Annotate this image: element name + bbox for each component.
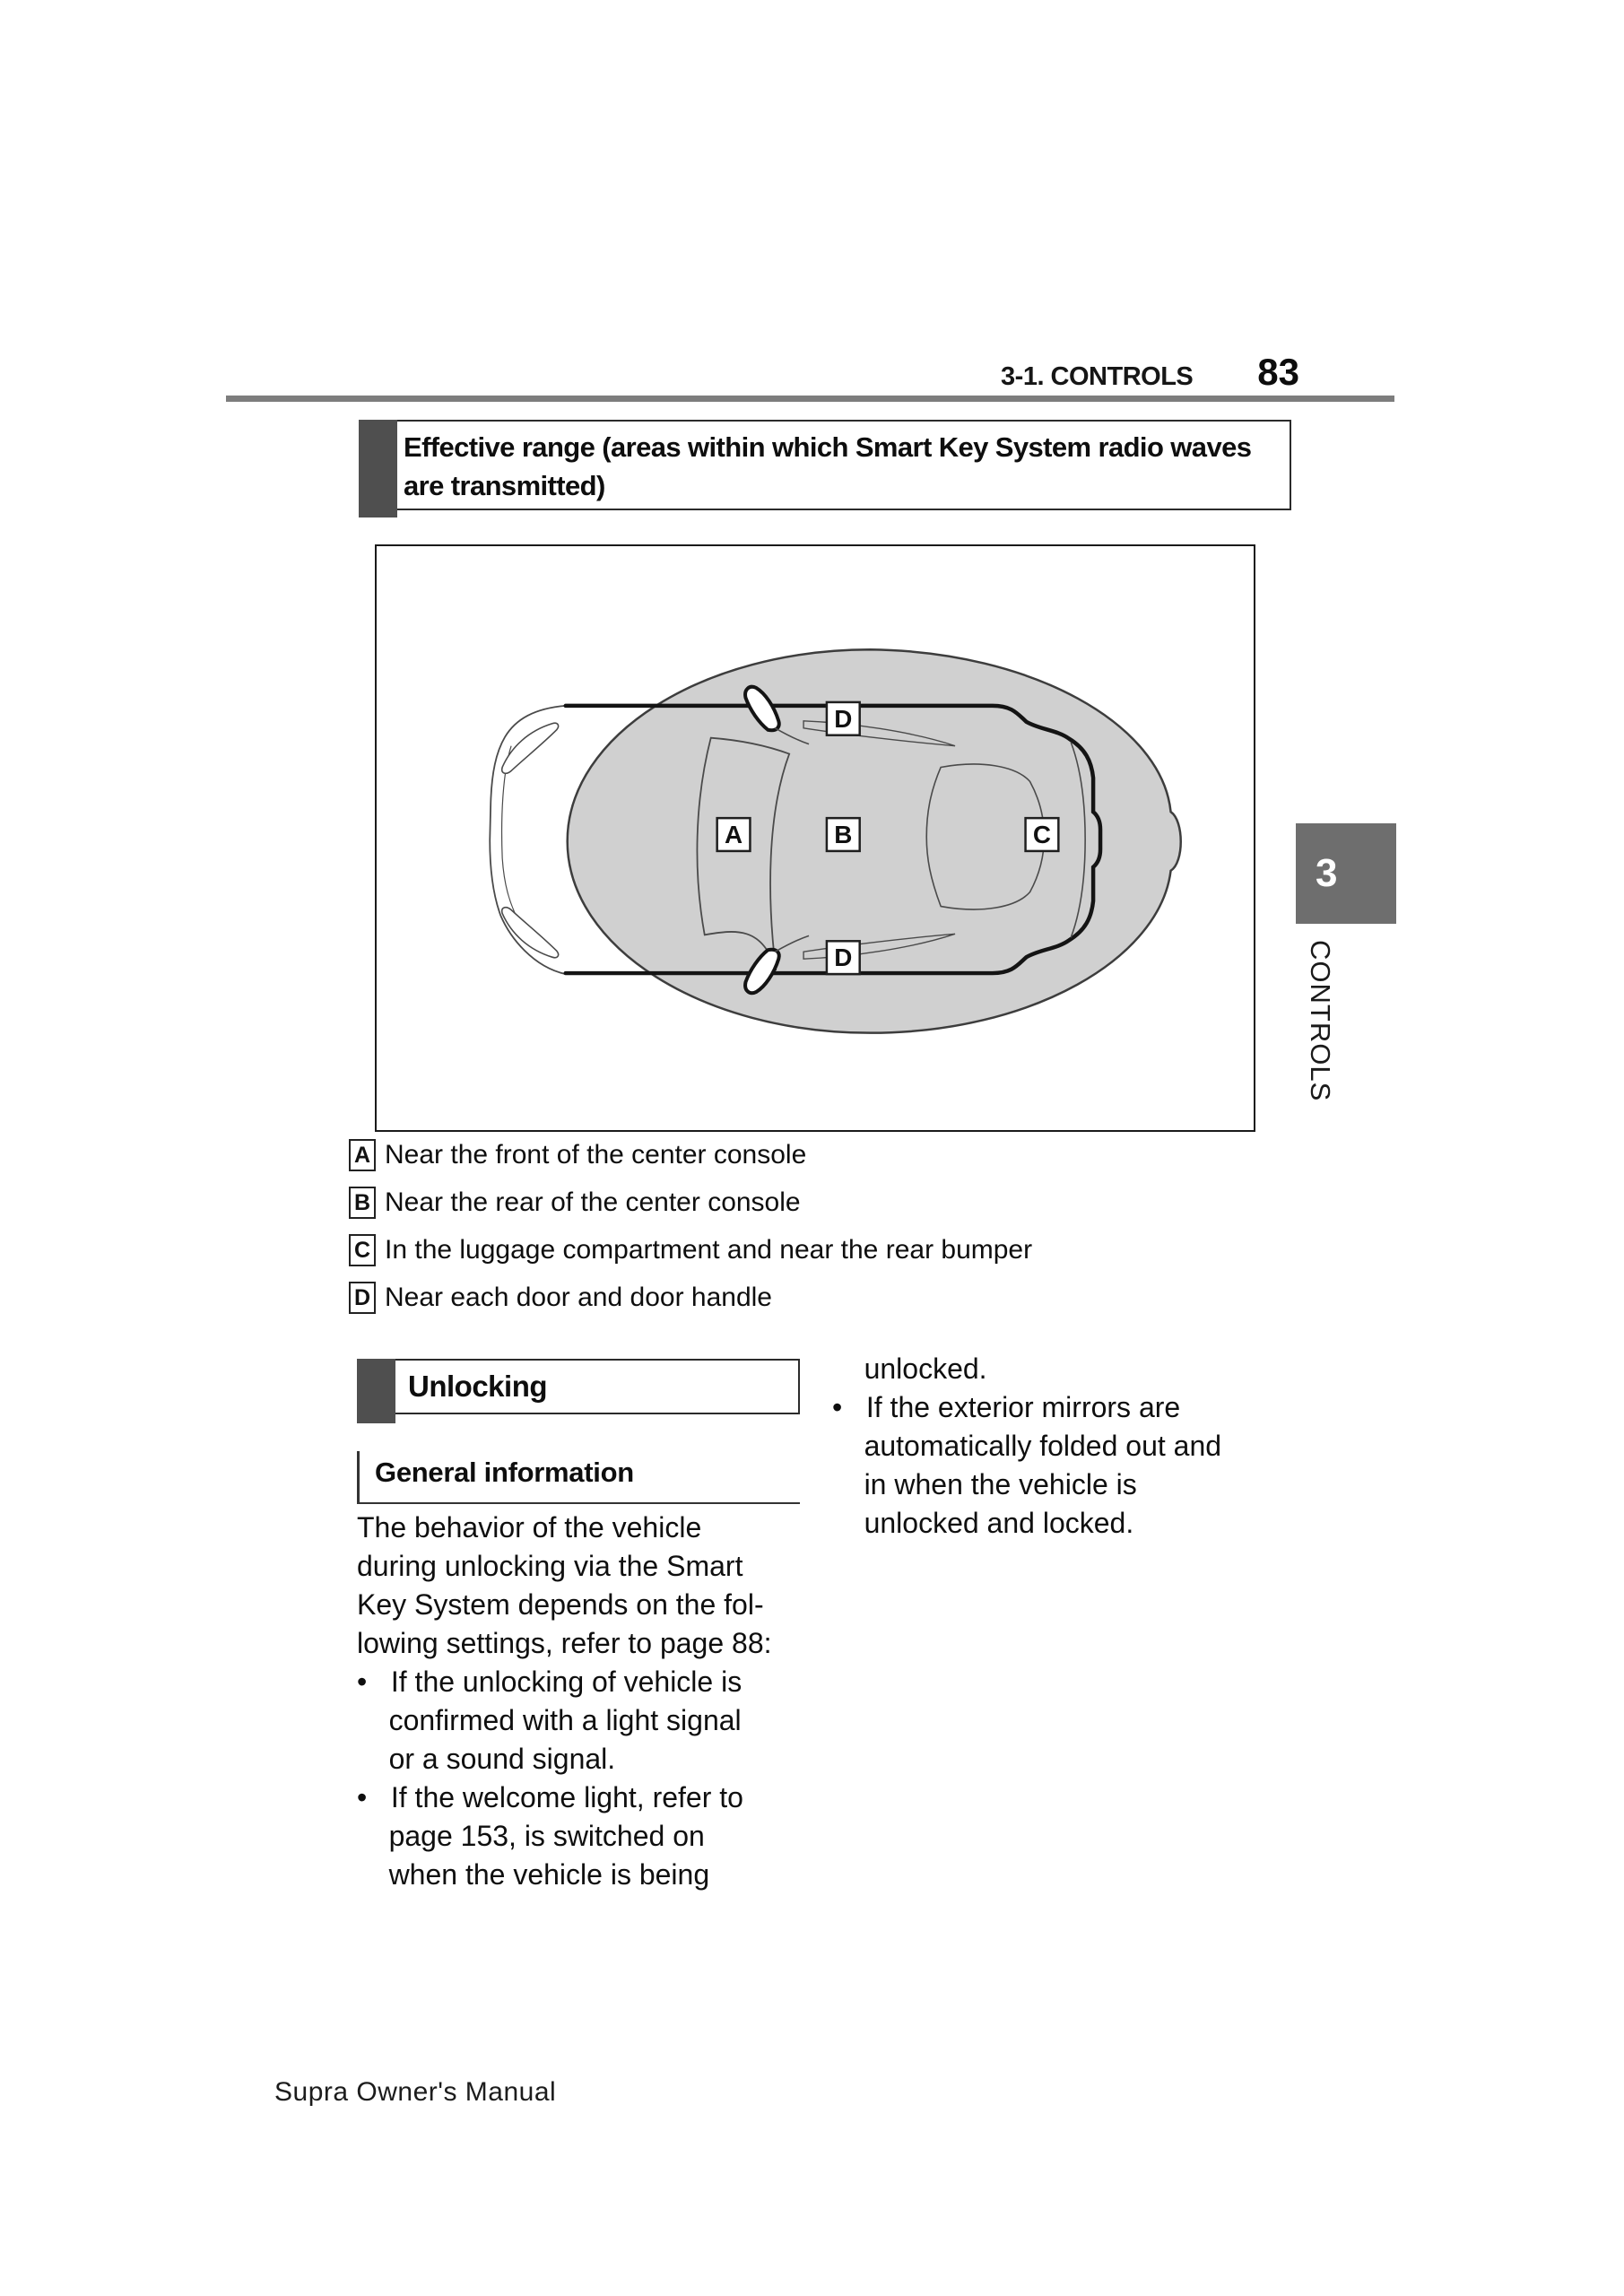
body-text-line: during unlocking via the Smart	[357, 1550, 743, 1582]
label-a	[717, 818, 751, 851]
unlocking-heading-text: Unlocking	[408, 1370, 548, 1403]
body-text-line: unlocked.	[832, 1352, 987, 1385]
legend-key-box: D	[349, 1282, 376, 1314]
legend-key-box: B	[349, 1187, 376, 1219]
body-text-line: Key System depends on the fol-	[357, 1588, 764, 1621]
header-divider-rule	[226, 396, 1394, 402]
legend-item-text: Near the front of the center console	[385, 1140, 807, 1170]
legend-item	[349, 1234, 1335, 1282]
general-information-subheading	[357, 1451, 800, 1504]
unlocking-heading	[357, 1359, 800, 1414]
legend-item	[349, 1139, 1335, 1187]
body-text-line: when the vehicle is being	[357, 1858, 710, 1891]
legend-item-text: In the luggage compartment and near the rear bumper	[385, 1235, 1033, 1265]
svg-text:D: D	[834, 704, 853, 733]
legend-item-text: Near each door and door handle	[385, 1283, 772, 1312]
heading-marker	[359, 420, 397, 517]
range-legend	[349, 1139, 1335, 1329]
svg-text:B: B	[834, 820, 853, 848]
label-b	[827, 818, 860, 851]
heading-marker	[357, 1359, 395, 1423]
legend-key-box: C	[349, 1234, 376, 1266]
body-text-line: unlocked and locked.	[832, 1507, 1134, 1539]
body-text-line: • If the exterior mirrors are	[832, 1391, 1181, 1423]
body-text-line: or a sound signal.	[357, 1743, 616, 1775]
svg-text:C: C	[1032, 820, 1051, 848]
smart-key-range-diagram	[375, 544, 1255, 1132]
legend-item-text: Near the rear of the center console	[385, 1187, 801, 1217]
label-c	[1026, 818, 1059, 851]
body-text-line: automatically folded out and	[832, 1430, 1222, 1462]
page-header	[1001, 351, 1299, 394]
legend-key-box: A	[349, 1139, 376, 1171]
legend-item	[349, 1282, 1335, 1329]
body-text-line: confirmed with a light signal	[357, 1704, 742, 1736]
body-text-line: lowing settings, refer to page 88:	[357, 1627, 772, 1659]
body-text-line: • If the unlocking of vehicle is	[357, 1665, 743, 1698]
manual-name-footer: Supra Owner's Manual	[274, 2077, 557, 2107]
body-right-column	[832, 1350, 1291, 1543]
body-text-line: The behavior of the vehicle	[357, 1511, 702, 1544]
effective-range-heading	[359, 420, 1291, 510]
label-d-bottom	[827, 941, 860, 974]
general-information-text: General information	[375, 1457, 634, 1488]
effective-range-heading-text: Effective range (areas within which Smart Key System radio waves are transmitted)	[404, 431, 1252, 501]
body-left-column	[357, 1509, 816, 1894]
svg-text:D: D	[834, 944, 853, 972]
chapter-tab-label-vertical: CONTROLS	[1305, 940, 1336, 1102]
chapter-tab-number: 3	[1316, 851, 1338, 895]
chapter-tab	[1296, 823, 1396, 924]
svg-text:A: A	[725, 820, 743, 848]
body-text-line: page 153, is switched on	[357, 1820, 705, 1852]
body-text-line: in when the vehicle is	[832, 1468, 1137, 1500]
body-text-line: • If the welcome light, refer to	[357, 1781, 743, 1813]
page-number: 83	[1257, 351, 1299, 393]
header-section-title: 3-1. CONTROLS	[1001, 362, 1194, 391]
range-diagram-svg	[377, 546, 1254, 1130]
legend-item	[349, 1187, 1335, 1234]
label-d-top	[827, 702, 860, 735]
